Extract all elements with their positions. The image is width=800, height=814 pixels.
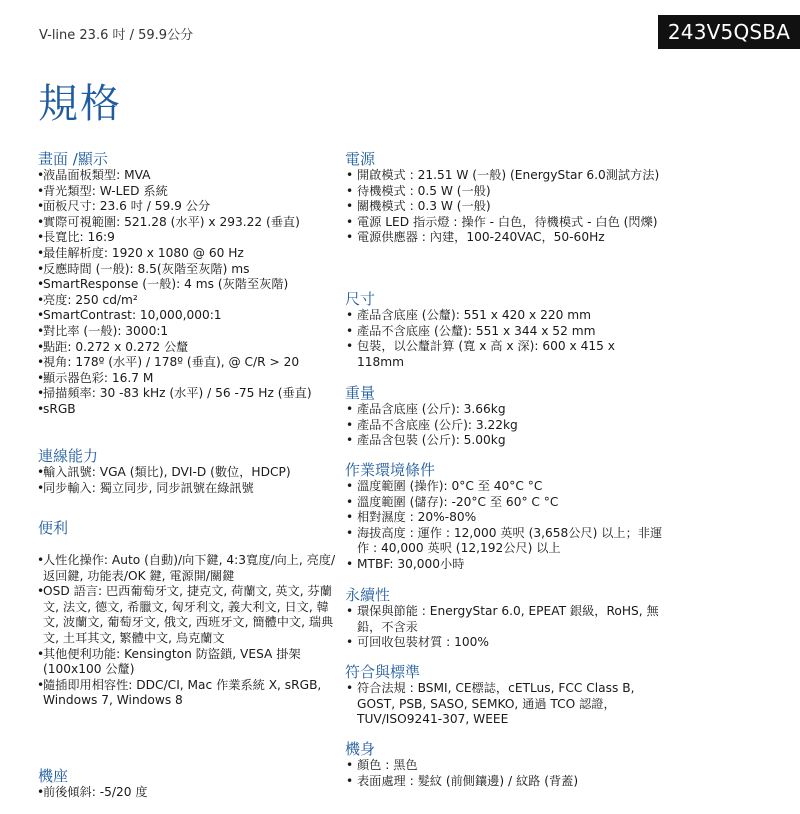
spec-list [38,465,338,496]
spec-list [345,168,665,246]
spec-list [345,604,665,651]
spec-item: • 關機模式 : 0.3 W (一般) [345,199,665,215]
spec-item: • 長寬比: 16:9 [38,230,338,246]
spec-item: • 電源供應器 : 內建，100-240VAC，50-60Hz [345,230,665,246]
section-title: 尺寸 [345,290,376,308]
spec-item: • 產品含底座 (公釐): 551 x 420 x 220 mm [345,308,665,324]
spec-item: • 實際可視範圍: 521.28 (水平) x 293.22 (垂直) [38,215,338,231]
spec-item: • 表面處理 : 髮紋 (前側鑲邊) / 紋路 (背蓋) [345,774,665,790]
section-weight [345,384,665,449]
section-cabinet [345,740,665,789]
section-dimensions [345,290,665,370]
spec-item: • OSD 語言: 巴西葡萄牙文, 捷克文, 荷蘭文, 英文, 芬蘭文, 法文, 德文, 希臘文, 匈牙利文, 義大利文, 日文, 韓文, 波蘭文, 葡萄牙文, 俄文, 西班牙文, 簡體中文, 瑞典文, 土耳其文, 繁體中文, 烏克蘭文 [38,584,338,646]
spec-list [345,681,665,728]
spec-item: • 掃描頻率: 30 -83 kHz (水平) / 56 -75 Hz (垂直) [38,386,338,402]
spec-item: • 開啟模式 : 21.51 W (一般) (EnergyStar 6.0測試方法) [345,168,665,184]
spec-item: • 海拔高度 : 運作 : 12,000 英呎 (3,658公尺) 以上；非運作 : 40,000 英呎 (12,192公尺) 以上 [345,526,665,557]
spec-item: • 電源 LED 指示燈 : 操作 - 白色，待機模式 - 白色 (閃爍) [345,215,665,231]
section-sustainability [345,586,665,651]
spec-item: • MTBF: 30,000小時 [345,557,665,573]
page-title: 規格 [38,81,122,127]
section-title: 畫面 /顯示 [38,150,108,168]
spec-list [345,479,665,573]
spec-item: • 反應時間 (一般): 8.5(灰階至灰階) ms [38,262,338,278]
spec-item: • 面板尺寸: 23.6 吋 / 59.9 公分 [38,199,338,215]
spec-item: • 視角: 178º (水平) / 178º (垂直), @ C/R > 20 [38,355,338,371]
spec-item: • 隨插即用相容性: DDC/CI, Mac 作業系統 X, sRGB, Windows 7, Windows 8 [38,678,338,709]
section-picture-display [38,150,338,418]
section-title: 作業環境條件 [345,461,436,479]
section-title: 機身 [345,740,376,758]
model-number-badge: 243V5QSBA [658,15,800,49]
spec-item: • 其他便利功能: Kensington 防盜鎖, VESA 掛架 (100x100 公釐) [38,647,338,678]
spec-item: • 溫度範圍 (儲存): -20°C 至 60° C °C [345,495,665,511]
section-title: 重量 [345,384,376,402]
spec-item: • 包裝，以公釐計算 (寬 x 高 x 深): 600 x 415 x 118mm [345,339,665,370]
spec-item: • sRGB [38,402,338,418]
spec-item: • 產品含底座 (公斤): 3.66kg [345,402,665,418]
spec-item: • 待機模式 : 0.5 W (一般) [345,184,665,200]
spec-item: • SmartResponse (一般): 4 ms (灰階至灰階) [38,277,338,293]
spec-list [38,553,338,709]
spec-item: • 環保與節能 : EnergyStar 6.0, EPEAT 銀級，RoHS, 無鉛，不含汞 [345,604,665,635]
section-power [345,150,665,246]
spec-item: • 點距: 0.272 x 0.272 公釐 [38,340,338,356]
spec-list [38,168,338,418]
section-title: 符合與標準 [345,663,421,681]
section-title: 永續性 [345,586,391,604]
spec-list [345,308,665,370]
spec-list [38,785,338,801]
spec-list [345,402,665,449]
spec-list [345,758,665,789]
section-convenience [38,519,338,537]
spec-item: • 最佳解析度: 1920 x 1080 @ 60 Hz [38,246,338,262]
spec-item: • 背光類型: W-LED 系統 [38,184,338,200]
spec-item: • 同步輸入: 獨立同步, 同步訊號在綠訊號 [38,481,338,497]
section-compliance [345,663,665,728]
spec-item: • 顯示器色彩: 16.7 M [38,371,338,387]
section-title: 便利 [38,519,69,537]
section-convenience-list [38,553,338,709]
spec-item: • 溫度範圍 (操作): 0°C 至 40°C °C [345,479,665,495]
section-title: 電源 [345,150,376,168]
spec-item: • 輸入訊號: VGA (類比), DVI-D (數位，HDCP) [38,465,338,481]
product-line-subtitle: V-line 23.6 吋 / 59.9公分 [39,28,194,43]
spec-item: • 產品含包裝 (公斤): 5.00kg [345,433,665,449]
section-stand [38,767,338,801]
spec-item: • 亮度: 250 cd/m² [38,293,338,309]
section-operating-conditions [345,461,665,573]
spec-item: • 人性化操作: Auto (自動)/向下鍵, 4:3寬度/向上, 亮度/返回鍵, 功能表/OK 鍵, 電源開/關鍵 [38,553,338,584]
section-title: 連線能力 [38,447,99,465]
spec-item: • 前後傾斜: -5/20 度 [38,785,338,801]
spec-item: • 對比率 (一般): 3000:1 [38,324,338,340]
spec-item: • 產品不含底座 (公斤): 3.22kg [345,418,665,434]
spec-item: • 產品不含底座 (公釐): 551 x 344 x 52 mm [345,324,665,340]
spec-item: • 可回收包裝材質 : 100% [345,635,665,651]
spec-item: • 相對濕度 : 20%-80% [345,510,665,526]
spec-item: • 符合法規 : BSMI, CE標誌，cETLus, FCC Class B, GOST, PSB, SASO, SEMKO, 通過 TCO 認證，TUV/ISO9241-307, WEEE [345,681,665,728]
spec-item: • 液晶面板類型: MVA [38,168,338,184]
section-connectivity [38,447,338,496]
section-title: 機座 [38,767,69,785]
spec-item: • SmartContrast: 10,000,000:1 [38,308,338,324]
spec-item: • 顏色 : 黑色 [345,758,665,774]
